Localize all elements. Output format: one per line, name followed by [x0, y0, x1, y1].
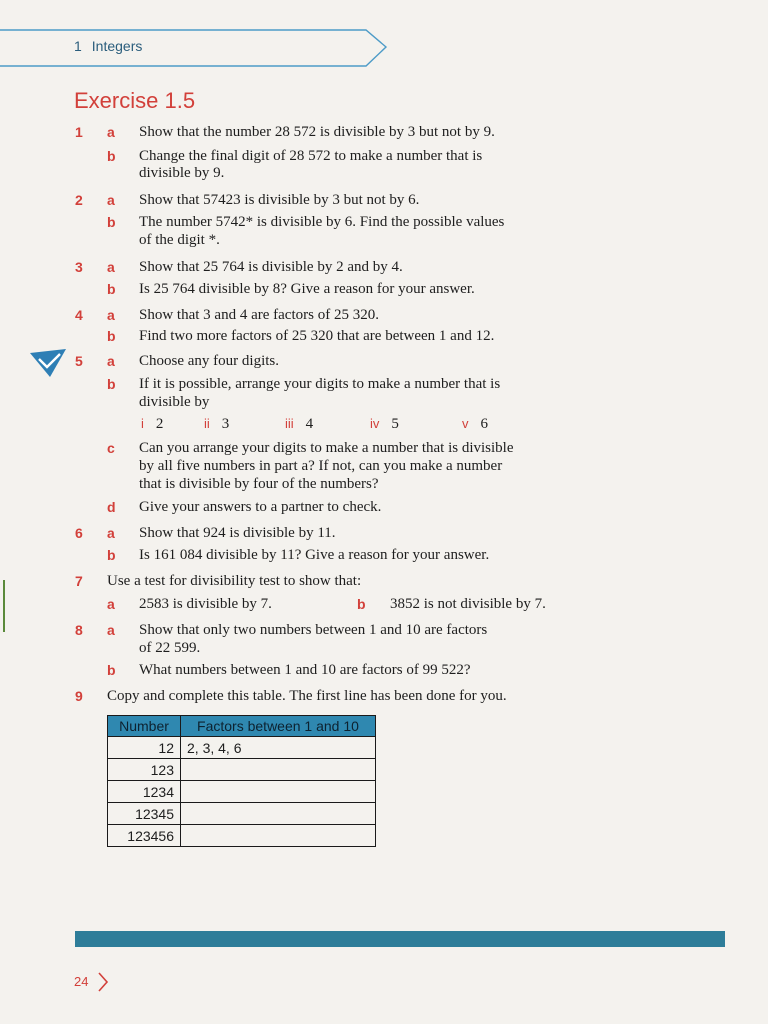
factors-table	[107, 715, 376, 847]
question-5a-text: Choose any four digits.	[139, 353, 279, 369]
question-2a-text: Show that 57423 is divisible by 3 but not by 6.	[139, 192, 420, 208]
question-number-3: 3	[75, 259, 83, 275]
footer-bar	[75, 931, 725, 947]
question-5c-line3: that is divisible by four of the numbers?	[139, 476, 379, 492]
cell-factors	[181, 759, 376, 781]
question-1b-line1: Change the final digit of 28 572 to make a number that is	[139, 148, 483, 164]
cell-factors	[181, 825, 376, 847]
table-row	[108, 781, 376, 803]
banner-arrow-shape	[0, 24, 392, 70]
question-number-1: 1	[75, 124, 83, 140]
question-7a-text: 2583 is divisible by 7.	[139, 596, 272, 612]
subpart-ii-label: ii	[204, 416, 210, 431]
part-letter-1a: a	[107, 124, 115, 140]
cell-number: 123	[108, 759, 181, 781]
question-number-7: 7	[75, 573, 83, 589]
table-row	[108, 737, 376, 759]
chapter-number: 1	[74, 38, 82, 54]
margin-mark	[3, 580, 5, 632]
cell-number: 1234	[108, 781, 181, 803]
part-letter-6a: a	[107, 525, 115, 541]
part-letter-7a: a	[107, 596, 115, 612]
cell-number: 12	[108, 737, 181, 759]
part-letter-8a: a	[107, 622, 115, 638]
cell-factors: 2, 3, 4, 6	[181, 737, 376, 759]
part-letter-3b: b	[107, 281, 116, 297]
question-7-intro: Use a test for divisibility test to show that:	[107, 573, 362, 589]
tick-triangle-icon	[30, 347, 68, 379]
subpart-i-value: 2	[155, 416, 164, 432]
subpart-ii	[204, 416, 229, 433]
part-letter-2a: a	[107, 192, 115, 208]
subpart-v-label: v	[462, 416, 469, 431]
question-7b-text: 3852 is not divisible by 7.	[390, 596, 546, 612]
question-1a-text: Show that the number 28 572 is divisible by 3 but not by 9.	[139, 124, 495, 140]
subpart-i	[141, 416, 163, 433]
question-5b-line1: If it is possible, arrange your digits to make a number that is	[139, 376, 501, 392]
cell-number: 12345	[108, 803, 181, 825]
part-letter-6b: b	[107, 547, 116, 563]
question-8b-text: What numbers between 1 and 10 are factors of 99 522?	[139, 662, 471, 678]
subpart-iv-value: 5	[391, 416, 399, 432]
table-row	[108, 759, 376, 781]
question-number-4: 4	[75, 307, 83, 323]
question-5c-line2: by all five numbers in part a? If not, can you make a number	[139, 458, 503, 474]
subpart-iv	[370, 416, 399, 433]
table-row	[108, 803, 376, 825]
part-letter-1b: b	[107, 148, 116, 164]
table-header-row	[108, 716, 376, 737]
question-number-8: 8	[75, 622, 83, 638]
question-5d-text: Give your answers to a partner to check.	[139, 499, 382, 515]
question-9-text: Copy and complete this table. The first line has been done for you.	[107, 688, 507, 704]
question-number-2: 2	[75, 192, 83, 208]
cell-number: 123456	[108, 825, 181, 847]
part-letter-5c: c	[107, 440, 115, 456]
page-number: 24	[74, 974, 89, 989]
cell-factors	[181, 803, 376, 825]
column-header-factors: Factors between 1 and 10	[181, 716, 376, 737]
subpart-iii-label: iii	[285, 416, 294, 431]
question-4b-text: Find two more factors of 25 320 that are between 1 and 12.	[139, 328, 495, 344]
chapter-label	[74, 38, 142, 54]
part-letter-5a: a	[107, 353, 115, 369]
question-8a-line2: of 22 599.	[139, 640, 201, 656]
part-letter-5d: d	[107, 499, 116, 515]
chapter-title: Integers	[91, 38, 143, 54]
question-6b-text: Is 161 084 divisible by 11? Give a reason for your answer.	[139, 547, 490, 563]
question-5c-line1: Can you arrange your digits to make a number that is divisible	[139, 440, 514, 456]
question-number-5: 5	[75, 353, 83, 369]
question-1b-line2: divisible by 9.	[139, 165, 225, 181]
question-5b-line2: divisible by	[139, 394, 210, 410]
question-2b-line2: of the digit *.	[139, 232, 220, 248]
part-letter-3a: a	[107, 259, 115, 275]
exercise-title: Exercise 1.5	[74, 88, 196, 113]
question-3b-text: Is 25 764 divisible by 8? Give a reason for your answer.	[139, 281, 475, 297]
subpart-v-value: 6	[480, 416, 488, 432]
chapter-banner	[0, 24, 392, 70]
question-number-6: 6	[75, 525, 83, 541]
part-letter-2b: b	[107, 214, 116, 230]
subpart-ii-value: 3	[221, 416, 230, 432]
question-6a-text: Show that 924 is divisible by 11.	[139, 525, 336, 541]
question-8a-line1: Show that only two numbers between 1 and 10 are factors	[139, 622, 488, 638]
part-letter-4a: a	[107, 307, 115, 323]
part-letter-8b: b	[107, 662, 116, 678]
question-4a-text: Show that 3 and 4 are factors of 25 320.	[139, 307, 379, 323]
question-3a-text: Show that 25 764 is divisible by 2 and by 4.	[139, 259, 403, 275]
column-header-number: Number	[108, 716, 181, 737]
part-letter-7b: b	[357, 596, 366, 612]
chevron-right-icon	[96, 970, 110, 994]
cell-factors	[181, 781, 376, 803]
subpart-i-label: i	[141, 416, 144, 431]
question-number-9: 9	[75, 688, 83, 704]
subpart-iii	[285, 416, 313, 433]
question-2b-line1: The number 5742* is divisible by 6. Find the possible values	[139, 214, 505, 230]
subpart-iii-value: 4	[305, 416, 314, 432]
part-letter-4b: b	[107, 328, 116, 344]
subpart-v	[462, 416, 488, 433]
table-row	[108, 825, 376, 847]
subpart-iv-label: iv	[370, 416, 380, 431]
part-letter-5b: b	[107, 376, 116, 392]
